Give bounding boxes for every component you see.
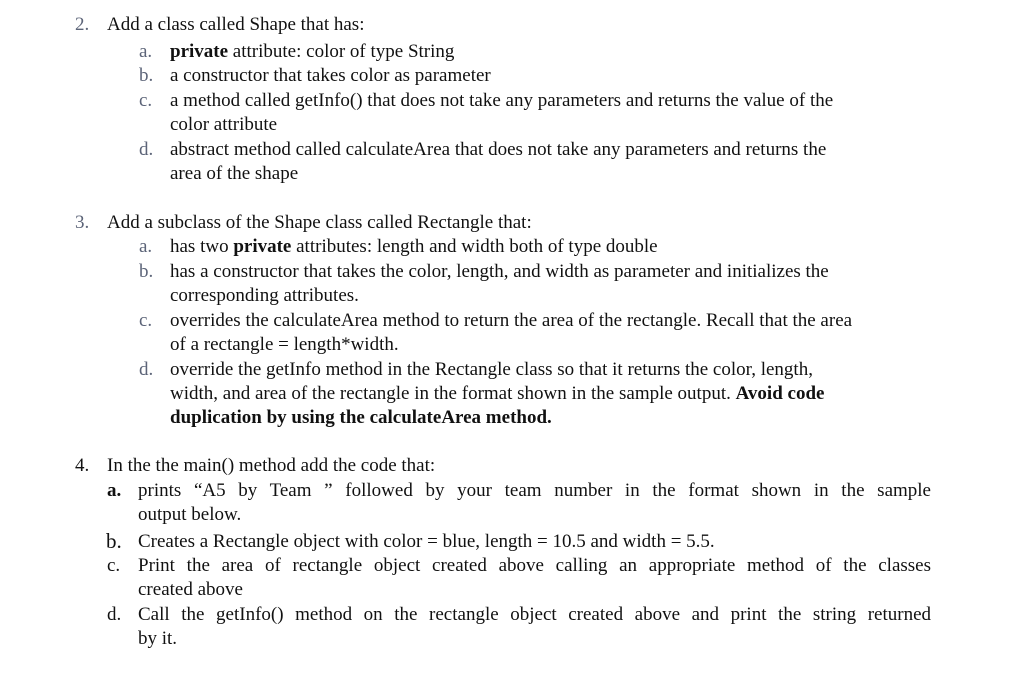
section-number: 3. xyxy=(75,212,90,233)
item-marker: d. xyxy=(139,359,154,380)
item-line: Print the area of rectangle object created above calling an appropriate method of the classes xyxy=(138,555,931,576)
item-line: abstract method called calculateArea that does not take any parameters and returns the xyxy=(170,139,827,160)
text: attributes: length and width both of type double xyxy=(291,236,658,257)
item-line: created above xyxy=(138,579,243,600)
section-number: 4. xyxy=(75,455,90,476)
bold-text: Avoid code xyxy=(735,383,825,404)
bold-text: private xyxy=(233,236,292,257)
item-line: of a rectangle = length*width. xyxy=(170,334,399,355)
item-marker: c. xyxy=(107,555,121,576)
item-marker: b. xyxy=(139,65,154,86)
item-line: area of the shape xyxy=(170,163,299,184)
item-line: override the getInfo method in the Rectangle class so that it returns the color, length, xyxy=(170,359,813,380)
item-marker: a. xyxy=(107,480,122,501)
item-line: prints “A5 by Team ” followed by your team number in the format shown in the sample xyxy=(138,480,931,501)
item-line: a method called getInfo() that does not take any parameters and returns the value of the xyxy=(170,90,834,111)
text: has two xyxy=(170,236,234,257)
item-line: by it. xyxy=(138,628,178,649)
item-line: corresponding attributes. xyxy=(170,285,359,306)
item-line: has a constructor that takes the color, length, and width as parameter and initializes the xyxy=(170,261,829,282)
section-number: 2. xyxy=(75,14,90,35)
item-marker: b. xyxy=(139,261,154,282)
item-line xyxy=(170,41,454,63)
item-marker: a. xyxy=(139,41,153,62)
item-marker: c. xyxy=(139,90,153,111)
item-line xyxy=(170,236,658,258)
bold-text: private xyxy=(170,41,229,62)
item-line: color attribute xyxy=(170,114,278,135)
item-line: Creates a Rectangle object with color = blue, length = 10.5 and width = 5.5. xyxy=(138,531,715,552)
text: attribute: color of type String xyxy=(228,41,455,62)
item-marker: d. xyxy=(139,139,154,160)
section-title: Add a subclass of the Shape class called Rectangle that: xyxy=(107,212,532,233)
item-marker: c. xyxy=(139,310,153,331)
item-line: Call the getInfo() method on the rectangle object created above and print the string returned xyxy=(138,604,931,625)
item-marker: a. xyxy=(139,236,153,257)
section-title: In the the main() method add the code that: xyxy=(107,455,436,476)
item-marker: b. xyxy=(106,529,122,553)
item-marker: d. xyxy=(107,604,122,625)
item-line: output below. xyxy=(138,504,242,525)
section-title: Add a class called Shape that has: xyxy=(107,14,365,35)
item-line: duplication by using the calculateArea method. xyxy=(170,407,552,428)
item-line: overrides the calculateArea method to return the area of the rectangle. Recall that the area xyxy=(170,310,853,331)
text: width, and area of the rectangle in the format shown in the sample output. xyxy=(170,383,736,404)
item-line: a constructor that takes color as parameter xyxy=(170,65,491,86)
item-line xyxy=(170,383,824,405)
